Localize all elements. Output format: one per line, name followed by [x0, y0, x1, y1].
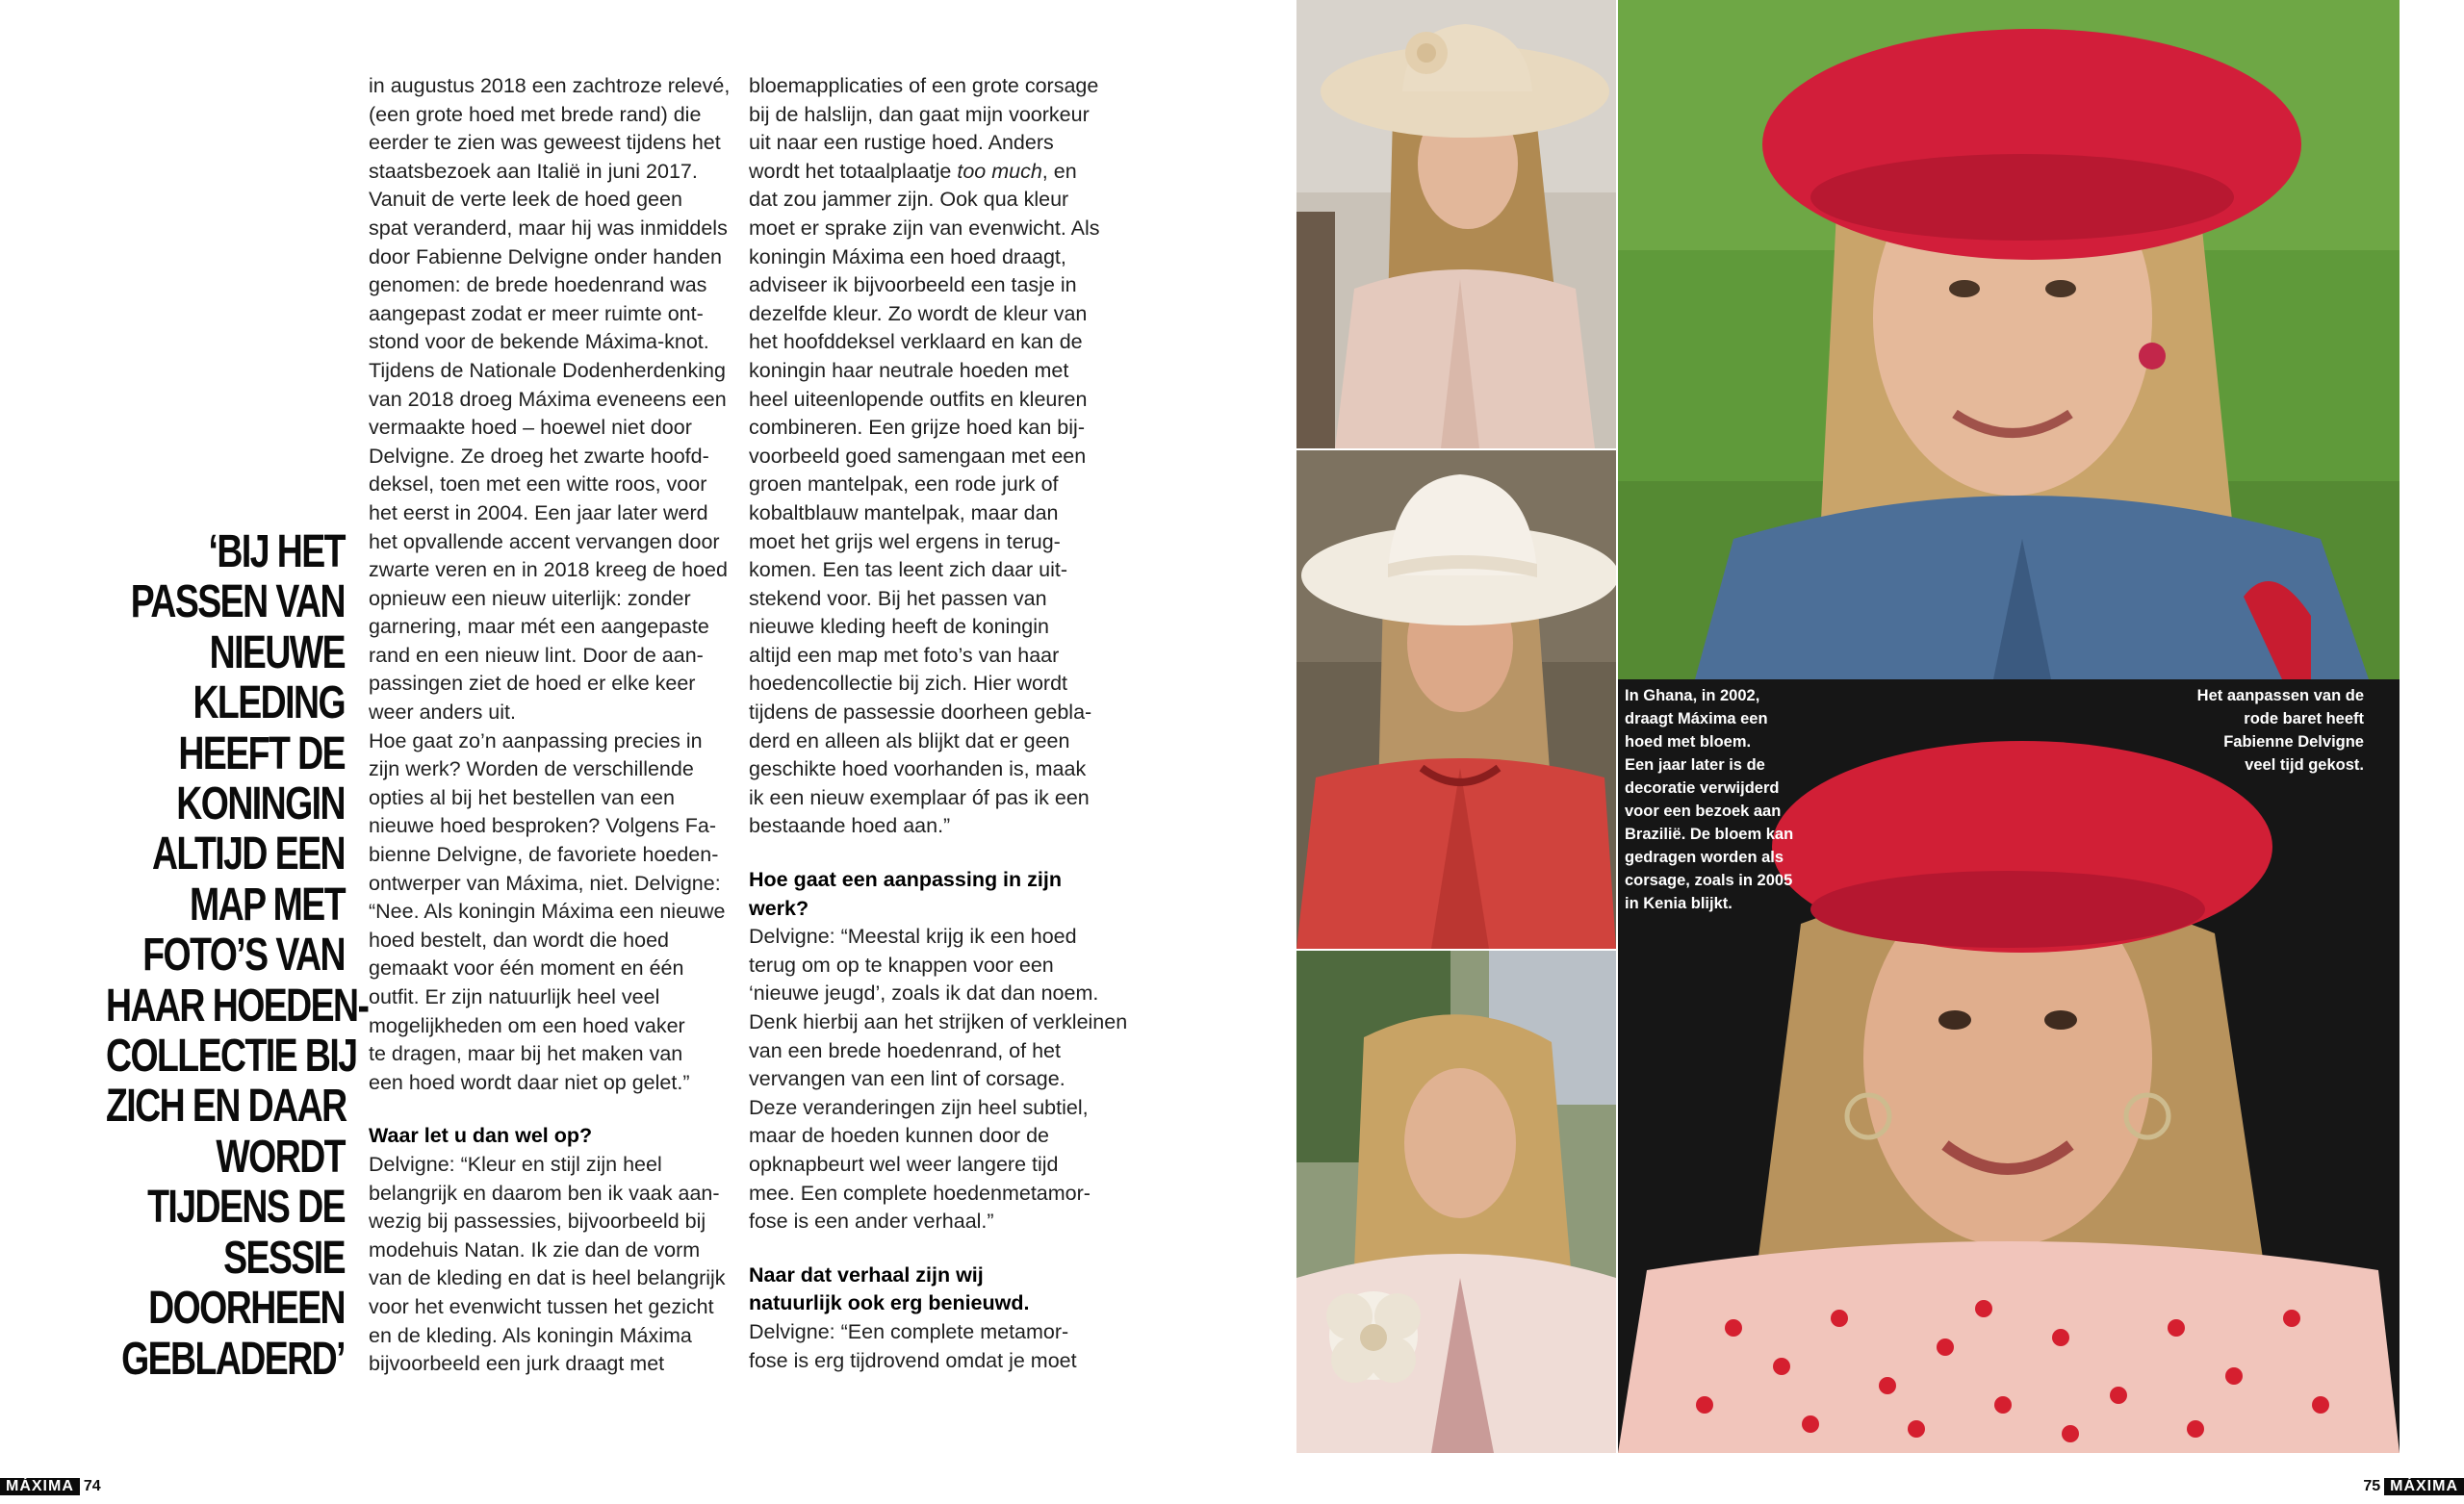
body-line: derd en alleen als blijkt dat er geen: [749, 728, 1070, 752]
body-line: bestaande hoed aan.”: [749, 814, 951, 838]
body-line: bijvoorbeeld een jurk draagt met: [369, 1352, 665, 1376]
photo-caption-left: [1625, 684, 1793, 915]
article-column-1: [369, 72, 732, 1379]
body-line: te dragen, maar bij het maken van: [369, 1042, 683, 1066]
body-line: combineren. Een grijze hoed kan bij-: [749, 416, 1085, 440]
emphasis-text: too much: [957, 159, 1042, 183]
body-line: spat veranderd, maar hij was inmiddels: [369, 216, 728, 240]
pull-quote-line: SESSIE: [223, 1232, 345, 1284]
photo-flower-corsage: [1296, 951, 1616, 1453]
interview-question: Hoe gaat een aanpassing in zijn: [749, 868, 1062, 892]
body-line: rand en een nieuw lint. Door de aan-: [369, 643, 704, 667]
body-line: voorbeeld goed samengaan met een: [749, 444, 1087, 468]
body-line: ontwerper van Máxima, niet. Delvigne:: [369, 871, 721, 895]
body-line: Hoe gaat zo’n aanpassing precies in: [369, 728, 703, 752]
body-line: het hoofddeksel verklaard en kan de: [749, 330, 1083, 354]
body-line: opknapbeurt wel weer langere tijd: [749, 1152, 1059, 1176]
body-line: nieuwe kleding heeft de koningin: [749, 615, 1049, 639]
body-line: nieuwe hoed besproken? Volgens Fa-: [369, 814, 716, 838]
body-line: Delvigne. Ze droeg het zwarte hoofd-: [369, 444, 709, 468]
body-line: deksel, toen met een witte roos, voor: [369, 472, 707, 497]
pull-quote-line: NIEUWE: [209, 626, 345, 678]
body-line: belangrijk en daarom ben ik vaak aan-: [369, 1181, 720, 1205]
interview-question: Naar dat verhaal zijn wij: [749, 1262, 984, 1287]
body-line: heel uiteenlopende outfits en kleuren: [749, 387, 1088, 411]
caption-line: rode baret heeft: [2244, 710, 2364, 727]
caption-line: gedragen worden als: [1625, 849, 1784, 866]
pull-quote-line: HAAR HOEDEN-: [105, 980, 369, 1032]
body-line: tijdens de passessie doorheen gebla-: [749, 701, 1092, 725]
body-line: Vanuit de verte leek de hoed geen: [369, 188, 682, 212]
pull-quote-line: WORDT: [216, 1131, 345, 1183]
caption-line: decoratie verwijderd: [1625, 779, 1780, 797]
pull-quote-line: MAP MET: [189, 879, 345, 930]
body-line: Delvigne: “Een complete metamor-: [749, 1319, 1069, 1343]
body-line: opties al bij het bestellen van een: [369, 785, 675, 809]
body-line: bij de halslijn, dan gaat mijn voorkeur: [749, 102, 1090, 126]
body-line: uit naar een rustige hoed. Anders: [749, 131, 1054, 155]
magazine-brand: MÁXIMA: [0, 1478, 80, 1495]
interview-question: Waar let u dan wel op?: [369, 1124, 593, 1148]
article-column-2: [749, 72, 1128, 1375]
caption-line: Fabienne Delvigne: [2223, 733, 2364, 751]
body-line: dezelfde kleur. Zo wordt de kleur van: [749, 301, 1088, 325]
body-line: gemaakt voor één moment en één: [369, 956, 684, 981]
body-line: vermaakte hoed – hoewel niet door: [369, 416, 692, 440]
photo-red-beret-grass: [1618, 0, 2400, 679]
caption-line: in Kenia blijkt.: [1625, 895, 1732, 912]
body-line: koningin Máxima een hoed draagt,: [749, 244, 1066, 268]
body-line: een hoed wordt daar niet op gelet.”: [369, 1070, 690, 1094]
body-line: ik een nieuw exemplaar óf pas ik een: [749, 785, 1090, 809]
body-line: van een brede hoedenrand, of het: [749, 1038, 1061, 1062]
body-line: zwarte veren en in 2018 kreeg de hoed: [369, 558, 728, 582]
body-line: komen. Een tas leent zich daar uit-: [749, 558, 1068, 582]
caption-line: draagt Máxima een: [1625, 710, 1768, 727]
body-line: mogelijkheden om een hoed vaker: [369, 1013, 685, 1037]
pull-quote: [105, 526, 369, 1385]
caption-line: voor een bezoek aan: [1625, 803, 1782, 820]
body-line: terug om op te knappen voor een: [749, 953, 1054, 977]
body-line: van 2018 droeg Máxima eveneens een: [369, 387, 727, 411]
body-line: adviseer ik bijvoorbeeld een tasje in: [749, 273, 1077, 297]
pull-quote-line: KONINGIN: [176, 778, 345, 830]
body-line: Delvigne: “Meestal krijg ik een hoed: [749, 925, 1077, 949]
body-line: door Fabienne Delvigne onder handen: [369, 244, 722, 268]
photo-cream-hat-with-flower: [1296, 0, 1616, 448]
body-line: weer anders uit.: [369, 701, 516, 725]
body-line: het eerst in 2004. Een jaar later werd: [369, 500, 708, 524]
body-line: bienne Delvigne, de favoriete hoeden-: [369, 843, 719, 867]
pull-quote-line: FOTO’S VAN: [142, 930, 345, 981]
pull-quote-line: ‘BIJ HET: [208, 526, 345, 577]
body-line: geschikte hoed voorhanden is, maak: [749, 757, 1087, 781]
body-line: moet er sprake zijn van evenwicht. Als: [749, 216, 1100, 240]
caption-line: veel tijd gekost.: [2245, 756, 2364, 774]
page-number: 74: [83, 1478, 101, 1494]
body-line: stekend voor. Bij het passen van: [749, 586, 1047, 610]
body-line: opnieuw een nieuw uiterlijk: zonder: [369, 586, 691, 610]
page-number: 75: [2363, 1478, 2381, 1494]
body-line: hoed bestelt, dan wordt die hoed: [369, 928, 669, 952]
photo-white-hat-red-jacket: [1296, 450, 1616, 949]
caption-line: Brazilië. De bloem kan: [1625, 826, 1794, 843]
interview-question: werk?: [749, 896, 809, 920]
body-line: moet het grijs wel ergens in terug-: [749, 529, 1061, 553]
body-line: outfit. Er zijn natuurlijk heel veel: [369, 985, 660, 1008]
caption-line: Een jaar later is de: [1625, 756, 1765, 774]
folio-left: [0, 1478, 105, 1495]
body-line: genomen: de brede hoedenrand was: [369, 273, 707, 297]
body-line: Denk hierbij aan het strijken of verkleinen: [749, 1010, 1128, 1033]
magazine-brand: MÁXIMA: [2384, 1478, 2464, 1495]
pull-quote-line: COLLECTIE BIJ: [105, 1031, 357, 1083]
interview-question: natuurlijk ook erg benieuwd.: [749, 1291, 1030, 1315]
caption-line: hoed met bloem.: [1625, 733, 1752, 751]
pull-quote-line: PASSEN VAN: [130, 576, 345, 628]
body-line: (een grote hoed met brede rand) die: [369, 102, 702, 126]
pull-quote-line: TIJDENS DE: [147, 1182, 345, 1234]
body-line: Tijdens de Nationale Dodenherdenking: [369, 358, 726, 382]
pull-quote-line: ZICH EN DAAR: [105, 1081, 346, 1133]
body-line: fose is erg tijdrovend omdat je moet: [749, 1348, 1077, 1372]
caption-line: corsage, zoals in 2005: [1625, 872, 1793, 889]
body-line-with-emphasis: wordt het totaalplaatje too much, en: [749, 159, 1077, 183]
body-line: kobaltblauw mantelpak, maar dan: [749, 500, 1059, 524]
body-line: stond voor de bekende Máxima-knot.: [369, 330, 709, 354]
body-line: passingen ziet de hoed er elke keer: [369, 672, 696, 696]
body-line: “Nee. Als koningin Máxima een nieuwe: [369, 900, 726, 924]
pull-quote-line: GEBLADERD’: [121, 1333, 345, 1385]
folio-right: [2359, 1478, 2464, 1495]
body-line: voor het evenwicht tussen het gezicht: [369, 1294, 714, 1318]
body-line: hoedencollectie bij zich. Hier wordt: [749, 672, 1068, 696]
body-line: vervangen van een lint of corsage.: [749, 1067, 1065, 1091]
body-line: koningin haar neutrale hoeden met: [749, 358, 1069, 382]
caption-line: Het aanpassen van de: [2196, 687, 2364, 704]
body-line: ‘nieuwe jeugd’, zoals ik dat dan noem.: [749, 981, 1099, 1006]
body-line: eerder te zien was geweest tijdens het: [369, 131, 721, 155]
body-line: groen mantelpak, een rode jurk of: [749, 472, 1059, 497]
pull-quote-line: HEEFT DE: [178, 727, 345, 779]
body-line: dat zou jammer zijn. Ook qua kleur: [749, 188, 1069, 212]
body-line: van de kleding en dat is heel belangrijk: [369, 1266, 726, 1290]
body-line: garnering, maar mét een aangepaste: [369, 615, 709, 639]
body-line: Delvigne: “Kleur en stijl zijn heel: [369, 1152, 662, 1176]
photo-caption-right: [2118, 684, 2364, 777]
pull-quote-line: DOORHEEN: [148, 1283, 345, 1335]
body-line: fose is een ander verhaal.”: [749, 1210, 994, 1234]
body-line: zijn werk? Worden de verschillende: [369, 757, 694, 781]
pull-quote-line: KLEDING: [192, 677, 345, 729]
body-line: aangepast zodat er meer ruimte ont-: [369, 301, 704, 325]
body-line: mee. Een complete hoedenmetamor-: [749, 1181, 1091, 1205]
body-line: en de kleding. Als koningin Máxima: [369, 1323, 692, 1347]
caption-line: In Ghana, in 2002,: [1625, 687, 1760, 704]
pull-quote-line: ALTIJD EEN: [151, 828, 345, 880]
body-line: in augustus 2018 een zachtroze relevé,: [369, 74, 731, 97]
body-line: modehuis Natan. Ik zie dan de vorm: [369, 1237, 701, 1262]
body-line: wezig bij passessies, bijvoorbeeld bij: [369, 1210, 706, 1234]
body-line: Deze veranderingen zijn heel subtiel,: [749, 1095, 1089, 1119]
body-line: het opvallende accent vervangen door: [369, 529, 720, 553]
body-line: maar de hoeden kunnen door de: [749, 1124, 1049, 1148]
body-line: bloemapplicaties of een grote corsage: [749, 74, 1099, 97]
body-line: altijd een map met foto’s van haar: [749, 643, 1060, 667]
body-line: staatsbezoek aan Italië in juni 2017.: [369, 159, 698, 183]
